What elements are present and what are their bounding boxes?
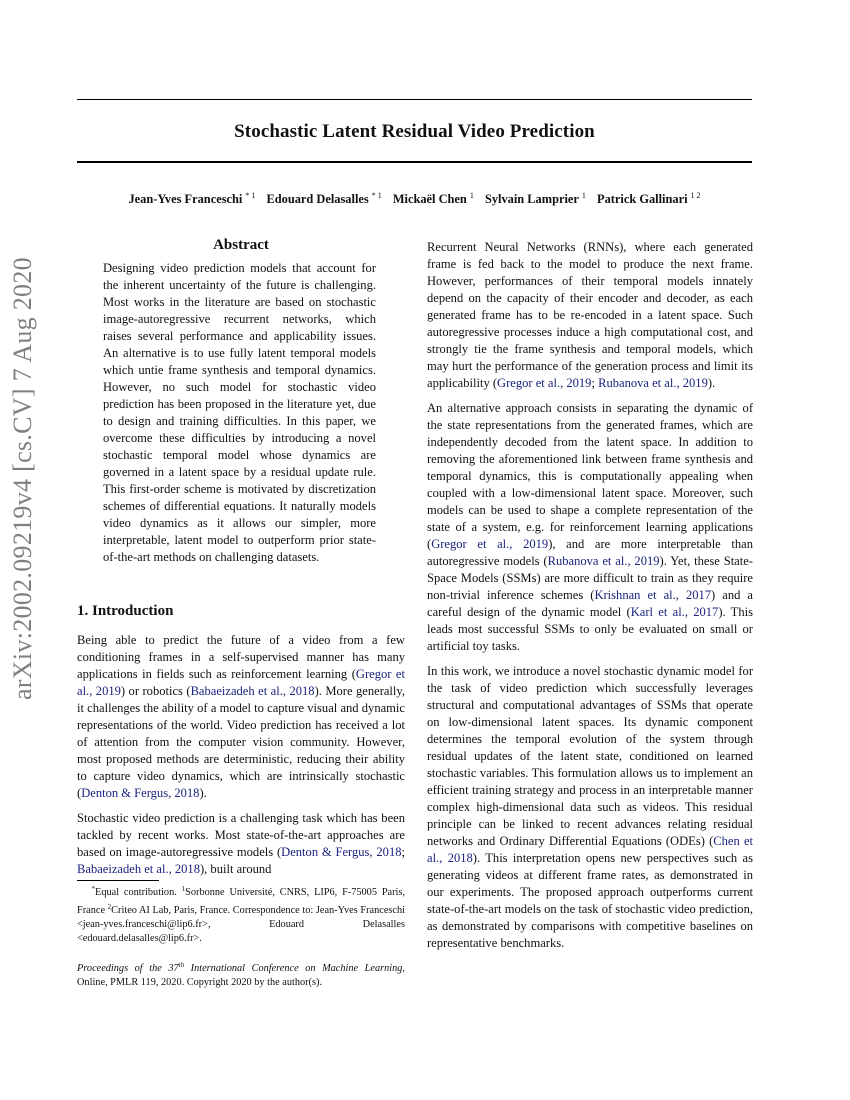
citation-link[interactable]: Denton & Fergus, 2018 [81, 786, 200, 800]
arxiv-stamp: arXiv:2002.09219v4 [cs.CV] 7 Aug 2020 [8, 257, 37, 700]
citation-link[interactable]: Rubanova et al., 2019 [547, 554, 660, 568]
author: Sylvain Lamprier $^1$ [484, 191, 586, 206]
citation-link[interactable]: Gregor et al., 2019 [431, 537, 549, 551]
citation-link[interactable]: Chen et al., 2018 [427, 834, 753, 865]
affiliation-footnote: *Equal contribution. $^1$Sorbonne Université, CNRS, LIP6, F-75005 Paris, France $^2$Criteo AI Lab, Paris, France. Correspondence to: Jean-Yves Franceschi <jean-yves.franceschi@lip6.fr>, Edouard Delasalles <edouard.delasalles@lip6.fr>. [77, 885, 405, 944]
paragraph: Recurrent Neural Networks (RNNs), where each generated frame is fed back to the model to produce the next frame. However, performances of their temporal models innately depend on the capacity of their encoder and decoder, as each generated frame has to be re-encoded in a latent space. Such autoregressive processes induce a high computational cost, and strongly tie the frame synthesis and temporal models, which may hurt the performance of the generation process and limit its applicability (Gregor et al., 2019; Rubanova et al., 2019). [427, 240, 753, 390]
left-column-body [77, 632, 405, 886]
citation-link[interactable]: Denton & Fergus, 2018 [281, 845, 402, 859]
section-heading-introduction: 1. Introduction [77, 603, 174, 619]
paragraph: Stochastic video prediction is a challenging task which has been tackled by recent works. Most state-of-the-art approaches are based on image-autoregressive models (Denton & Fergus, 2018; Babaeizadeh et al., 2018), built around [77, 811, 405, 876]
proceedings-note: Proceedings of the 37th International Conference on Machine Learning, Online, PMLR 119, 2020. Copyright 2020 by the author(s). [77, 961, 405, 988]
author: Mickaël Chen $^1$ [392, 191, 474, 206]
citation-link[interactable]: Babaeizadeh et al., 2018 [77, 862, 200, 876]
title-rule-top [77, 99, 752, 100]
paragraph: An alternative approach consists in separating the dynamic of the state representations from the generated frames, which are independently decoded from the latent space. In addition to removing the aforementioned link between frame synthesis and temporal dynamics, this is computationally appealing when coupled with a low-dimensional latent space. Moreover, such models can be used to shape a complete representation of the state of a system, e.g. for reinforcement learning applications (Gregor et al., 2019), and are more interpretable than autoregressive models (Rubanova et al., 2019). Yet, these State-Space Models (SSMs) are more difficult to train as they require non-trivial inference schemes (Krishnan et al., 2017) and a careful design of the dynamic model (Karl et al., 2017). This leads most successful SSMs to only be evaluated on small or artificial toy tasks. [427, 401, 754, 653]
author: Patrick Gallinari $^{1 2}$ [597, 191, 701, 206]
footnotes [77, 882, 405, 990]
citation-link[interactable]: Rubanova et al., 2019 [598, 376, 708, 390]
paragraph: In this work, we introduce a novel stochastic dynamic model for the task of video prediction which successfully leverages structural and computational advantages of SSMs that operate on low-dimensional latent spaces. Its dynamic component determines the temporal evolution of the system through residual updates of the latent state, conditioned on learned stochastic variables. This formulation allows us to implement an efficient training strategy and process in an interpretable manner complex high-dimensional data such as videos. This residual principle can be linked to recent advances relating residual networks and Ordinary Differential Equations (ODEs) (Chen et al., 2018). This interpretation opens new perspectives such as generating videos at different frame rates, as demonstrated in our experiments. The proposed approach outperforms current state-of-the-art models on the task of stochastic video prediction, as demonstrated by comparisons with competitive baselines on representative benchmarks. [427, 664, 753, 950]
author: Jean-Yves Franceschi $^{* 1}$ [128, 191, 256, 206]
citation-link[interactable]: Karl et al., 2017 [630, 605, 719, 619]
author-list [77, 191, 752, 207]
citation-link[interactable]: Krishnan et al., 2017 [594, 588, 712, 602]
title-rule-bottom [77, 161, 752, 163]
right-column-body [427, 239, 753, 960]
citation-link[interactable]: Gregor et al., 2019 [497, 376, 592, 390]
footnote-rule [77, 880, 159, 881]
abstract-heading: Abstract [213, 237, 269, 253]
paper-title: Stochastic Latent Residual Video Prediction [234, 121, 595, 142]
paragraph: Being able to predict the future of a video from a few conditioning frames in a self-supervised manner has many applications in fields such as reinforcement learning (Gregor et al., 2019) or robotics (Babaeizadeh et al., 2018). More generally, it challenges the ability of a model to capture visual and dynamic representations of the world. Video prediction has received a lot of attention from the computer vision community. However, most proposed methods are deterministic, reducing their ability to capture video dynamics, which are intrinsically stochastic (Denton & Fergus, 2018). [77, 633, 406, 800]
citation-link[interactable]: Babaeizadeh et al., 2018 [190, 684, 315, 698]
citation-link[interactable]: Gregor et al., 2019 [77, 667, 405, 698]
author: Edouard Delasalles $^{* 1}$ [266, 191, 382, 206]
abstract-text: Designing video prediction models that account for the inherent uncertainty of the future is challenging. Most works in the literature are based on stochastic image-autoregressive recurrent networks, which raises several performance and applicability issues. An alternative is to use fully latent temporal models which untie frame synthesis and temporal dynamics. However, no such model for stochastic video prediction has been proposed in the literature yet, due to design and training difficulties. In this paper, we overcome these difficulties by introducing a novel stochastic temporal model whose dynamics are governed in a latent space by a residual update rule. This first-order scheme is motivated by discretization schemes of differential equations. It naturally models video dynamics as it allows our simpler, more interpretable, latent model to outperform prior state-of-the-art methods on challenging datasets. [103, 261, 376, 564]
